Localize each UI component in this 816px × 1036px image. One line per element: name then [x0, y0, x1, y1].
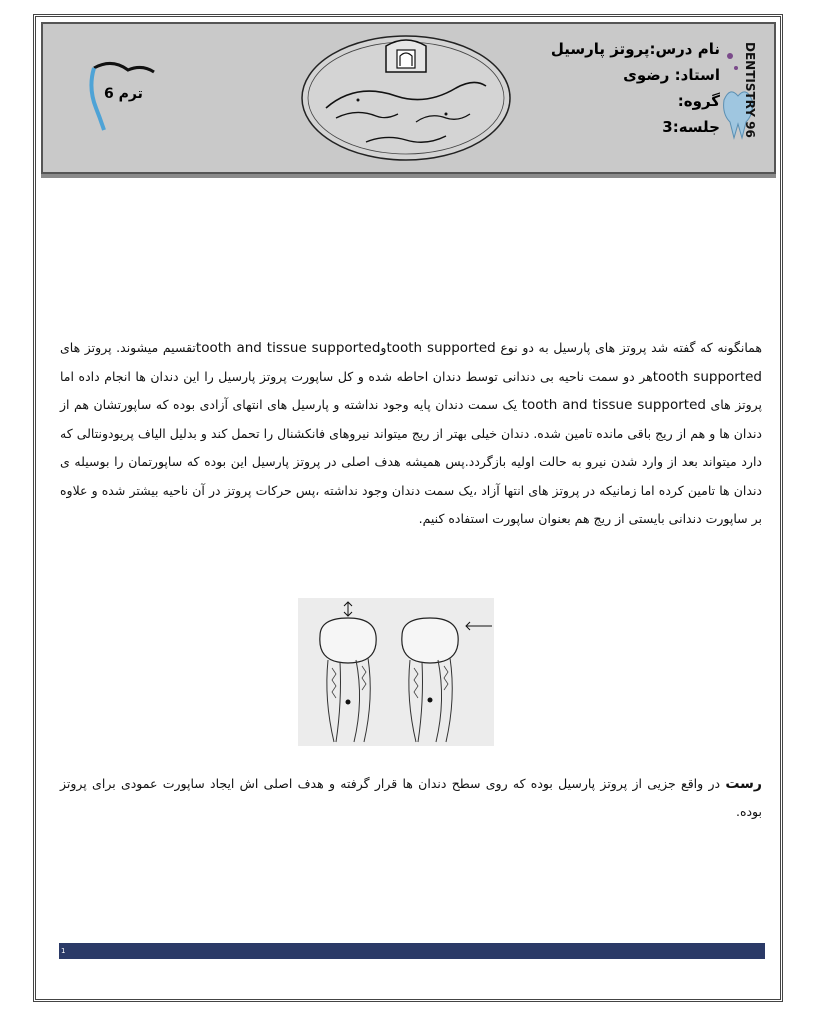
paragraph-text: یک سمت دندان پایه وجود نداشته و پارسیل های انتهای آزادی بوده که ساپورتشان هم از دندان ها و هم از ریج باقی مانده تامین شده. دندان خیلی بهتر از ریج میتواند نیروهای فانکشنال را تحمل کند و بدلیل الیاف پریودونتالی که دارد میتواند بعد از وارد شدن نیرو به حالت اولیه بازگردد.پس همیشه هدف اصلی در پروتز پارسیل این بوده که ساپورتمان را بوسیله ی دندان ها تامین کرده اما زمانیکه در پروتز های انتها آزاد ،یک سمت دندان وجود نداشته ،پس حرکات پروتز در آن ناحیه بیشتر شده و علاوه بر ساپورت دندانی بایستی از ریج هم بعنوان ساپورت استفاده کنیم.	[60, 397, 762, 526]
rest-paragraph	[60, 770, 762, 826]
header-divider	[41, 174, 776, 178]
session-label: جلسه:3	[662, 118, 720, 136]
term-tooth-tissue-supported: tooth and tissue supported	[521, 397, 706, 413]
course-name: نام درس:پروتز پارسیل	[550, 40, 720, 58]
footer-bar	[59, 943, 765, 959]
paragraph-text: در واقع جزیی از پروتز پارسیل بوده که روی سطح دندان ها قرار گرفته و هدف اصلی اش ایجاد ساپورت عمودی برای پروتز بوده.	[60, 776, 762, 819]
course-info	[551, 36, 720, 140]
tooth-diagram-icon	[298, 598, 494, 746]
group-label: گروه:	[677, 92, 720, 110]
term-tooth-supported: tooth supported	[386, 340, 496, 356]
paragraph-text: هر دو سمت ناحیه بی دندانی توسط دندان احاطه شده و کل ساپورت پروتز پارسیل را این دندان ها انجام داده اما پروتز های	[60, 368, 763, 412]
dentistry-logo	[716, 38, 766, 156]
term-rest: رست	[725, 776, 762, 792]
term-label: ترم 6	[104, 86, 143, 102]
main-paragraph	[60, 334, 762, 534]
university-emblem-icon	[296, 26, 516, 166]
term-tooth-supported: tooth supported	[652, 368, 762, 385]
paragraph-text: و	[380, 340, 387, 355]
term-tooth-tissue-supported: tooth and tissue supported	[195, 340, 381, 356]
paragraph-text: همانگونه که گفته شد پروتز های پارسیل به دو نوع	[495, 340, 762, 355]
brand-text: DENTISTRY 96	[743, 42, 757, 138]
page-number: 1	[61, 947, 66, 955]
paragraph-text: تقسیم میشوند. پروتز های	[60, 340, 196, 355]
teacher-name: استاد: رضوی	[623, 66, 720, 84]
